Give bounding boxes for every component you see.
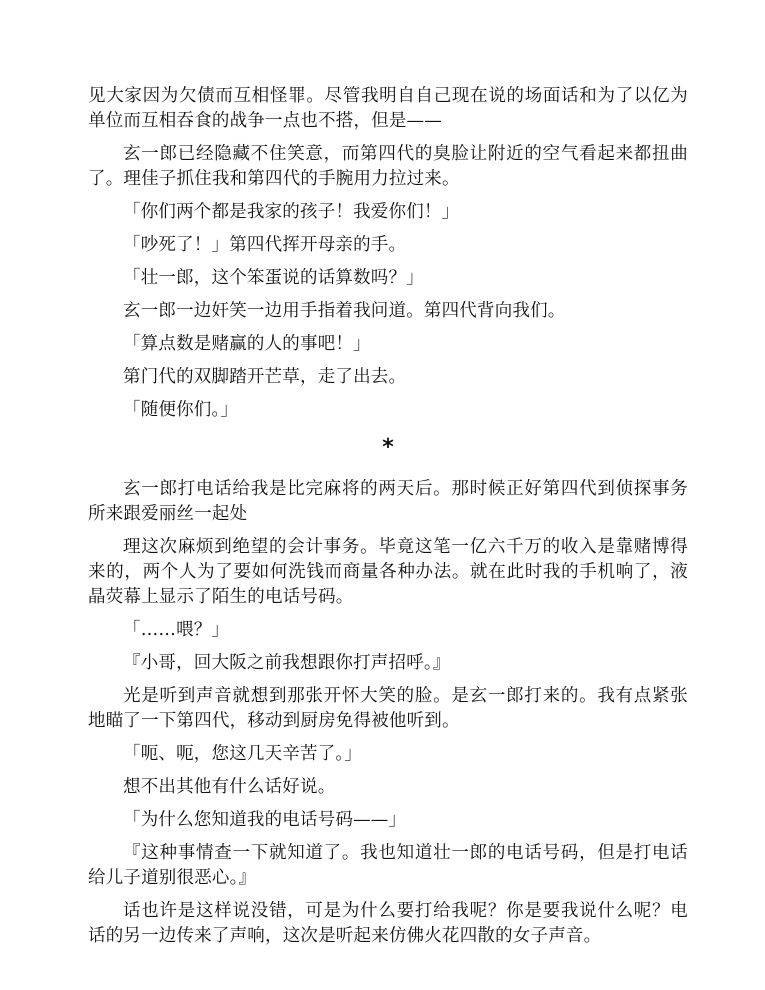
paragraph: 见大家因为欠债而互相怪罪。尽管我明自自己现在说的场面话和为了以亿为单位而互相吞食的战争一点也不搭，但是——	[88, 86, 688, 131]
dialogue-line: 「吵死了！」第四代挥开母亲的手。	[123, 235, 407, 255]
section-separator: *	[382, 435, 394, 460]
paragraph: 想不出其他有什么话好说。	[123, 777, 336, 797]
dialogue-line: 「……喂？」	[123, 620, 230, 640]
paragraph: 玄一郎一边奸笑一边用手指着我问道。第四代背向我们。	[123, 301, 566, 321]
dialogue-line: 「为什么您知道我的电话号码——」	[123, 810, 407, 830]
paragraph: 玄一郎已经隐藏不住笑意，而第四代的臭脸让附近的空气看起来都扭曲了。理佳子抓住我和第四代的手腕用力拉过来。	[88, 144, 688, 189]
dialogue-line: 『小哥，回大阪之前我想跟你打声招呼。』	[123, 653, 451, 673]
dialogue-line: 「随便你们。」	[123, 400, 239, 420]
dialogue-line: 『这种事情查一下就知道了。我也知道壮一郎的电话号码，但是打电话给儿子道别很恶心。』	[88, 843, 688, 888]
paragraph: 第门代的双脚踏开芒草，走了出去。	[123, 367, 407, 387]
dialogue-line: 「壮一郎，这个笨蛋说的话算数吗？」	[123, 268, 424, 288]
paragraph: 玄一郎打电话给我是比完麻将的两天后。那时候正好第四代到侦探事务所来跟爱丽丝一起处	[88, 479, 688, 524]
paragraph: 理这次麻烦到绝望的会计事务。毕竟这笔一亿六千万的收入是靠赌博得来的，两个人为了要如何洗钱而商量各种办法。就在此时我的手机响了，液晶荧幕上显示了陌生的电话号码。	[88, 537, 688, 607]
dialogue-line: 「你们两个都是我家的孩子！我爱你们！」	[123, 202, 460, 222]
dialogue-line: 「呃、呃，您这几天辛苦了。」	[123, 744, 363, 764]
dialogue-line: 「算点数是赌赢的人的事吧！」	[123, 334, 371, 354]
novel-page	[88, 84, 688, 949]
paragraph: 话也许是这样说没错，可是为什么要打给我呢？你是要我说什么呢？电话的另一边传来了声响，这次是听起来仿佛火花四散的女子声音。	[88, 901, 688, 946]
paragraph: 光是听到声音就想到那张开怀大笑的脸。是玄一郎打来的。我有点紧张地瞄了一下第四代，移动到厨房免得被他听到。	[88, 686, 688, 731]
